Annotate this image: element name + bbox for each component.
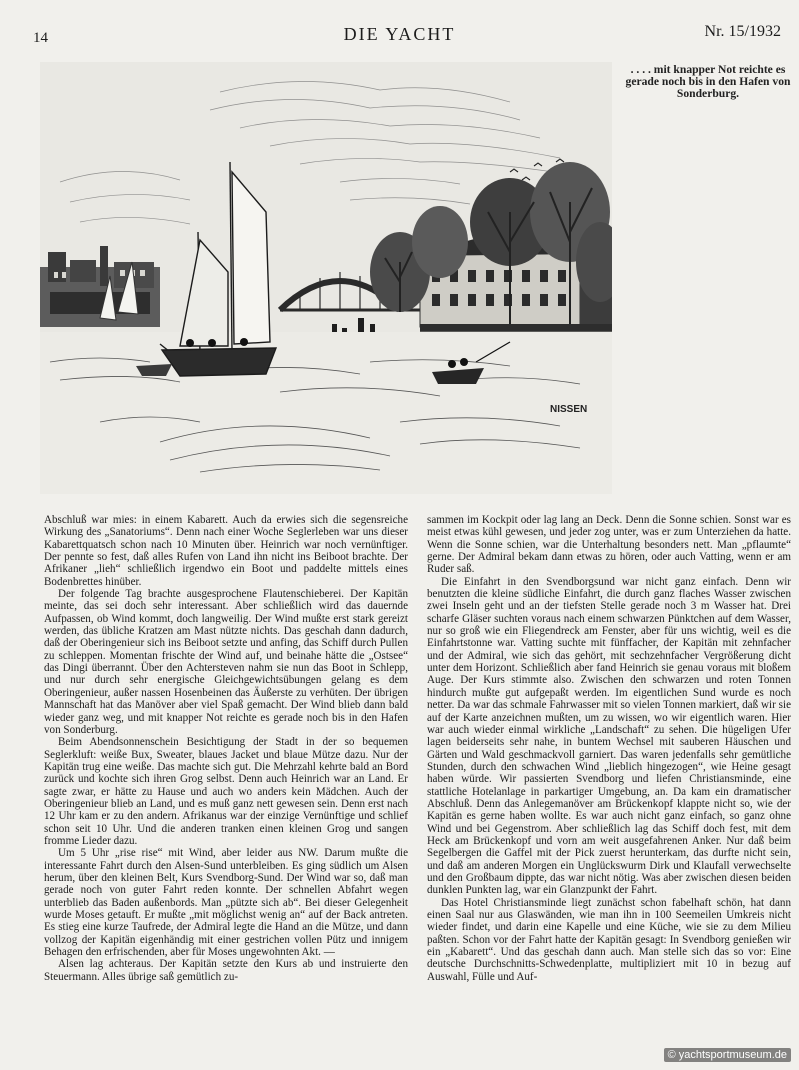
artist-signature: NISSEN: [550, 404, 588, 415]
issue-number: Nr. 15/1932: [704, 23, 781, 40]
paragraph: Die Einfahrt in den Svendborgsund war nicht ganz einfach. Denn wir benutzten die kleine südliche Einfahrt, die durch ganz flaches Wasser zwischen zwei Inseln geht und an der tiefsten Stelle gerade noch 3 m Wasser hat. Drei scharfe Gläser suchten voraus nach einem schwarzen Pünktchen auf dem Wasser, nur so groß wie ein Fliegendreck am Fenster, aber für uns wichtig, weil es die Einfahrtstonne war. Vatting suchte mit fünffacher, der Kapitän mit zehnfacher und der Admiral, wie sich das gehört, mit sechzehnfacher Vergrößerung dicht unter dem Horizont. Schließlich aber fand Heinrich sie genau voraus mit bloßem Auge. Der Kurs stimmte also. Zwischen den schwarzen und roten Tonnen hindurch mußte gut aufgepaßt werden. Im eigentlichen Sund wurde es noch netter. Da war das schmale Fahrwasser mit so vielen Tonnen markiert, daß wir sie auf der Karte anzeichnen mußten, um zu wissen, wo wir eigentlich waren. Hier war auch wieder einmal wirkliche „Landschaft“ zu sehen. Die hügeligen Ufer lagen beiderseits sehr nahe, in buntem Wechsel mit sauberen Häuschen und Gärten und Wald geschmackvoll garniert. Das waren jedenfalls sehr gemütliche Stunden, durch den schwachen Wind „lieblich hingezogen“, wie Heine gesagt haben würde. Wir passierten Svendborg und liefen Christiansminde, eine stattliche Hotelanlage in parkartiger Umgebung, an. Da kam ein dramatischer Abschluß. Denn das Anlegemanöver am Brückenkopf klappte nicht so, wie der Kapitän es gerne haben wollte. Es war auch nicht ganz einfach, so ganz ohne Wind und bei Gegenstrom. Aber schließlich lag das Schiff doch fest, mit dem Heck am Brückenkopf und vorn am weit ausgefahrenen Anker. Nur daß beim Segelbergen die Gaffel mit der Pick zuerst herunterkam, das durfte nicht sein, und daß am anderen Morgen ein Unglückswurm Dirk und Klaufall verwechselte und den Großbaum dippte, das war nicht nötig. Was aber zwischen diesen beiden dunklen Punkten lag, war ein Glanzpunkt der Fahrt.: [427, 575, 791, 897]
text-column-left: [44, 514, 408, 1054]
paragraph: sammen im Kockpit oder lag lang an Deck. Denn die Sonne schien. Sonst war es meist etwas kühl gewesen, und jeder zog unter, was er zum Unterziehen da hatte. Wenn die Sonne schien, war die Unterhaltung besonders nett. Man „pflaumte“ gerne. Der Admiral bekam dann etwas zu hören, oder auch Vatting, wenn er am Ruder saß.: [427, 514, 791, 576]
watermark: © yachtsportmuseum.de: [664, 1048, 791, 1062]
illustration-caption: . . . . mit knapper Not reichte es gerade noch bis in den Hafen von Sonderburg.: [625, 63, 791, 100]
page-number: 14: [33, 30, 48, 46]
paragraph: Der folgende Tag brachte ausgesprochene Flautenschieberei. Der Kapitän meinte, das sei doch sehr interessant. Aber schließlich wird das dauernde Aufpassen, ob Wind kommt, doch langweilig. Der Wind mußte erst stark gereizt werden, das übliche Kratzen am Mast nützte nichts. Das geschah dann dadurch, daß der Oberingenieur sich ins Beiboot setzte und anfing, das Schiff durch Pullen zu schleppen. Momentan frischte der Wind auf, und beinahe hätte die „Ostsee“ das Dingi überrannt. Über den Achtersteven nahm sie nun das Boot in Schlepp, und nur durch sehr energische Gleichgewichtsübungen gelang es dem Oberingenieur, außer nassen Hosenbeinen das Äußerste zu verhüten. Der übrigen Mannschaft hat das Manöver aber viel Spaß gemacht. Der Wind blieb dann bald wieder ganz weg, und mit knapper Not reichte es gerade noch bis in den Hafen von Sonderburg.: [44, 588, 408, 736]
paragraph: Um 5 Uhr „rise rise“ mit Wind, aber leider aus NW. Darum mußte die interessante Fahrt durch den Alsen-Sund unterbleiben. Es ging südlich um Alsen herum, über den kleinen Belt, Kurs Svendborg-Sund. Der Wind war so, daß man gerade noch von guter Fahrt reden konnte. Der schnellen Abfahrt wegen unterblieb das Baden außenbords. Man „pützte sich ab“. Bei dieser Gelegenheit wurde Moses getauft. Er mußte „mit möglichst wenig an“ auf der Back antreten. Es stieg eine kurze Taufrede, der Admiral legte die Hand an die Mütze, und dann vollzog der Kapitän eigenhändig mit einer gestrichen vollen Pütz und innigem Behagen den erfrischenden, aber für Moses ungewohnten Akt. —: [44, 847, 408, 959]
running-title: DIE YACHT: [343, 24, 456, 44]
paragraph: Das Hotel Christiansminde liegt zunächst schon fabelhaft schön, hat dann einen Saal nur aus Glaswänden, wie man ihn in 100 Seemeilen Umkreis nicht wieder findet, und darin eine Kapelle und eine Küche, wie sie zu dem Milieu paßten. Schon vor der Fahrt hatte der Kapitän gesagt: In Svendborg genießen wir ein „Kabarett“. Und das geschah dann auch. Man stelle sich das so vor: Eine deutsche Durchschnitts-Schwedenplatte, multipliziert mit 10 in bezug auf Auswahl, Fülle und Auf-: [427, 896, 791, 983]
paragraph: Alsen lag achteraus. Der Kapitän setzte den Kurs ab und instruierte den Steuermann. Alles übrige saß gemütlich zu-: [44, 958, 408, 983]
paragraph: Beim Abendsonnenschein Besichtigung der Stadt in der so bequemen Seglerkluft: weiße Bux, Sweater, blaues Jacket und blaue Mütze dazu. Nur der Kapitän trug eine weiße. Das machte sich gut. Die Mehrzahl kehrte bald an Bord zurück und kochte sich ihren Grog selbst. Denn auch Heinrich war an Land. Er sagte zwar, er hätte zu Hause und auch wo anders kein Mädchen. Auch der Oberingenieur blieb an Land, und es muß ganz nett gewesen sein. Denn erst nach 12 Uhr kam er zu den andern. Afrikanus war der einzige Vernünftige und schlief schon seit 10 Uhr. Und die anderen tranken einen kleinen Grog und sangen fromme Lieder dazu.: [44, 736, 408, 847]
harbor-illustration: [40, 62, 612, 494]
paragraph: Abschluß war mies: in einem Kabarett. Auch da erwies sich die segensreiche Wirkung des „Sanatoriums“. Denn nach einer Woche Seglerleben war uns dieser Kabarettquatsch schon nach 10 Minuten über. Heinrich war noch vernünftiger. Der pennte so fest, daß alles Rufen von Land ihn nicht ins Beiboot brachte. Der Afrikaner „lieh“ schließlich irgendwo ein Boot und paddelte mittels eines Bodenbrettes hinüber.: [44, 514, 408, 588]
text-column-right: [427, 514, 791, 1054]
